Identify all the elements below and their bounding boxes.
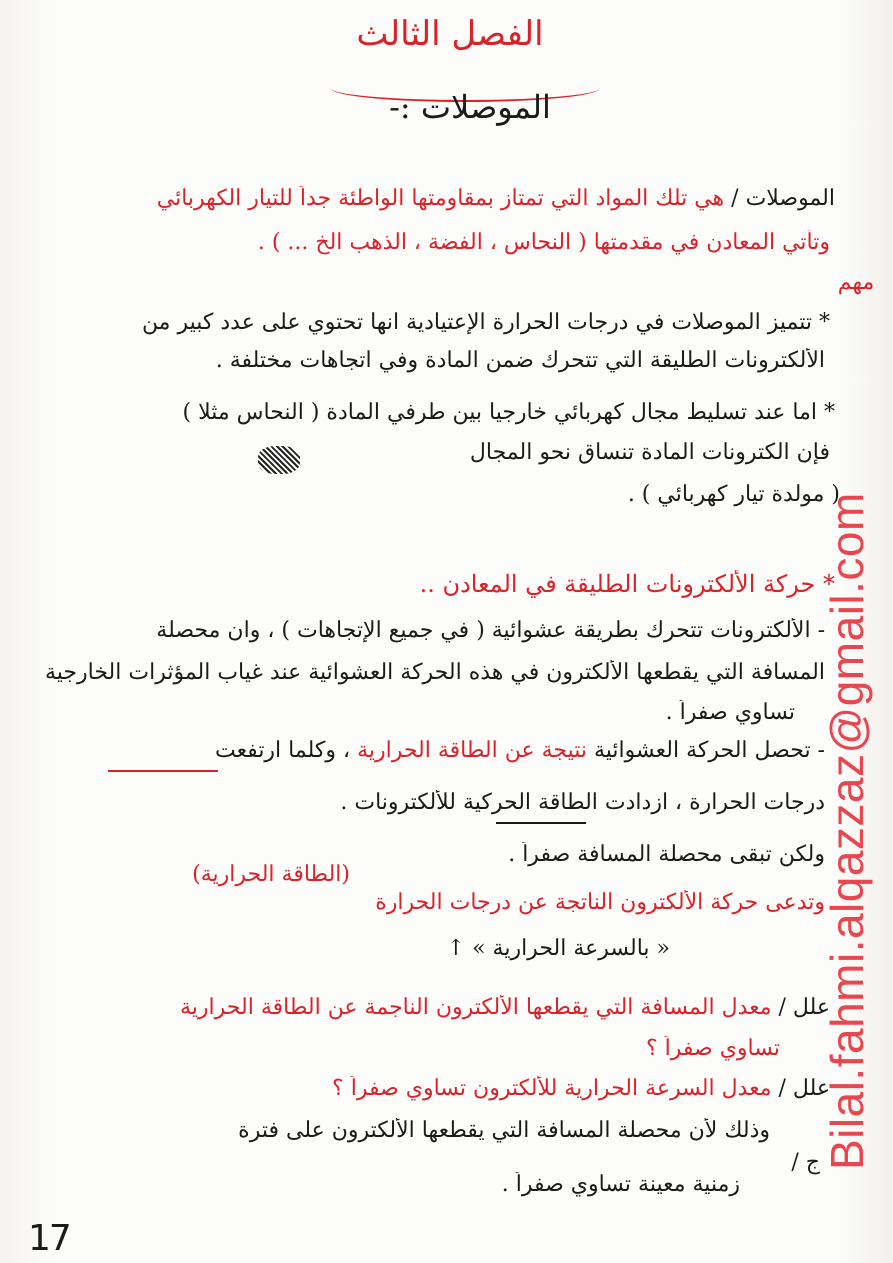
definition-line-1 [20, 186, 835, 211]
definition-line-2: وتأتي المعادن في مقدمتها ( النحاس ، الفضة ، الذهب الخ ... ) . [257, 230, 830, 255]
motion-line-4-a: - تحصل الحركة العشوائية [594, 738, 825, 763]
section-heading: * حركة الألكترونات الطليقة في المعادن .. [419, 570, 835, 598]
motion-line-3: تساوي صفراً . [665, 700, 795, 725]
point1-line-1: * تتميز الموصلات في درجات الحرارة الإعتيادية انها تحتوي على عدد كبير من [141, 310, 830, 335]
question-2-label: علل / [778, 1076, 830, 1101]
black-underline [496, 822, 586, 824]
motion-line-6: ولكن تبقى محصلة المسافة صفراً . [508, 842, 825, 867]
motion-line-5: درجات الحرارة ، ازدادت الطاقة الحركية للألكترونات . [340, 790, 825, 815]
important-note: مهم [837, 270, 875, 295]
motion-line-7: (الطاقة الحرارية) [192, 862, 350, 887]
section-title: الموصلات :- [389, 88, 551, 126]
definition-label: الموصلات / [731, 186, 835, 211]
point2-line-2: فإن الكترونات المادة تنساق نحو المجال [469, 440, 830, 465]
red-underline [108, 770, 218, 772]
page-number: 17 [28, 1218, 70, 1259]
motion-line-4-red: نتيجة عن الطاقة الحرارية [357, 738, 587, 763]
question-1-line-2: تساوي صفراً ؟ [645, 1036, 780, 1061]
question-1-text: معدل المسافة التي يقطعها الألكترون الناجمة عن الطاقة الحرارية [180, 995, 772, 1020]
motion-line-8: وتدعى حركة الألكترون الناتجة عن درجات الحرارة [375, 890, 825, 915]
answer-line-2: زمنية معينة تساوي صفراً . [501, 1172, 740, 1197]
motion-line-9: « بالسرعة الحرارية » ↑ [446, 936, 670, 961]
motion-line-4 [100, 738, 825, 763]
point2-line-1: * اما عند تسليط مجال كهربائي خارجيا بين طرفي المادة ( النحاس مثلا ) [182, 400, 835, 425]
question-1-label: علل / [778, 995, 830, 1020]
motion-line-2: المسافة التي يقطعها الألكترون في هذه الحركة العشوائية عند غياب المؤثرات الخارجية [45, 660, 825, 685]
chapter-title: الفصل الثالث [356, 14, 544, 54]
email-watermark: Bilal.fahmi.alqazzaz@gmail.com [821, 492, 873, 1170]
question-1-line-1 [40, 995, 830, 1020]
point1-line-2: الألكترونات الطليقة التي تتحرك ضمن المادة وفي اتجاهات مختلفة . [215, 348, 825, 373]
scribble-mark [258, 446, 300, 474]
answer-label: ج / [791, 1150, 820, 1175]
question-2 [240, 1076, 830, 1101]
motion-line-1: - الألكترونات تتحرك بطريقة عشوائية ( في جميع الإتجاهات ) ، وان محصلة [156, 618, 825, 643]
point2-line-3: ( مولدة تيار كهربائي ) . [627, 482, 840, 507]
definition-text-1: هي تلك المواد التي تمتاز بمقاومتها الواطئة جداً للتيار الكهربائي [156, 186, 725, 211]
answer-line-1: وذلك لأن محصلة المسافة التي يقطعها الألكترون على فترة [238, 1118, 770, 1143]
question-2-text: معدل السرعة الحرارية للألكترون تساوي صفراً ؟ [332, 1076, 772, 1101]
motion-line-4-b: ، وكلما ارتفعت [214, 738, 351, 763]
